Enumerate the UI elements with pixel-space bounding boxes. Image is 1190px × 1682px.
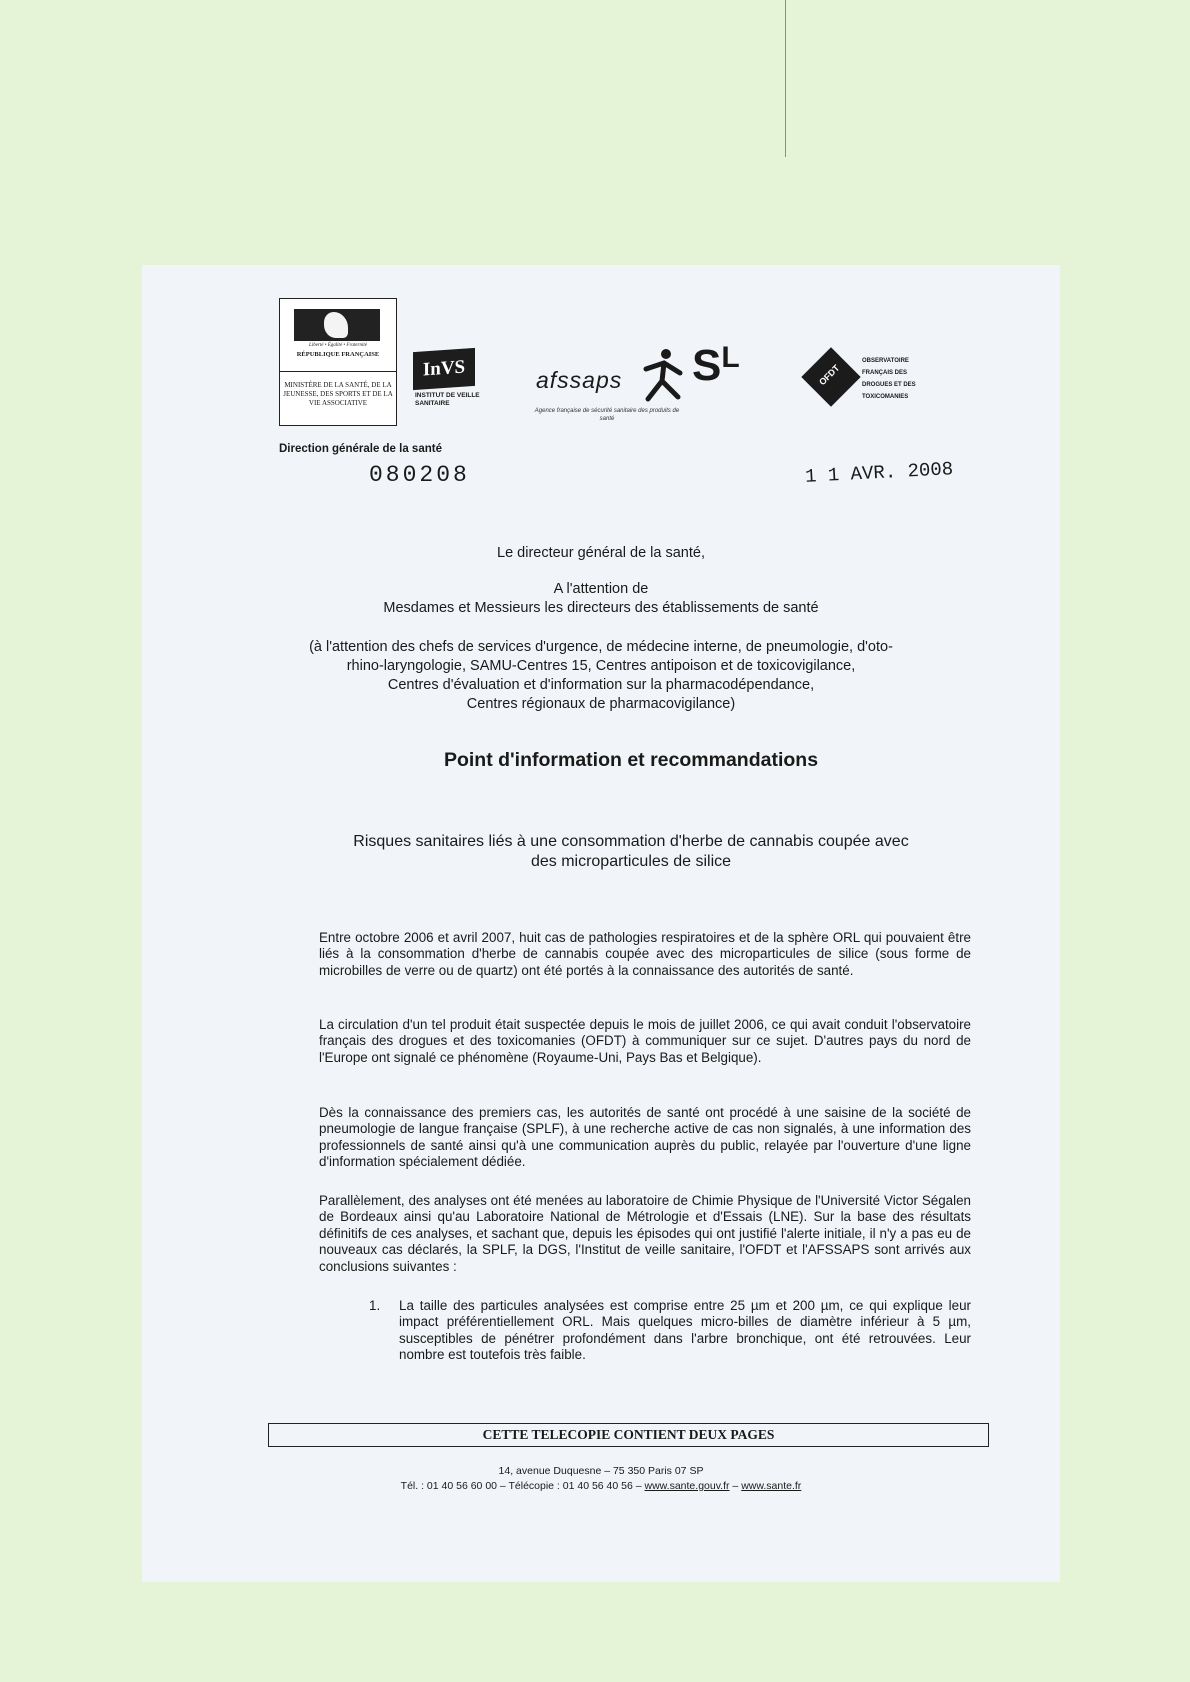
- list-item-text: La taille des particules analysées est comprise entre 25 µm et 200 µm, ce qui explique leur impact préférentiellement ORL. Mais quelques micro-billes de diamètre inférieur à 5 µm, susceptibles de pénétrer profondément dans l'arbre bronchique, ont été retrouvées. Leur nombre est toutefois très faible.: [399, 1298, 971, 1363]
- subject-line: Risques sanitaires liés à une consommation d'herbe de cannabis coupée avec: [353, 833, 909, 850]
- reference-number: 080208: [369, 462, 470, 488]
- footer-separator: –: [729, 1480, 742, 1492]
- list-item-number: 1.: [369, 1298, 381, 1313]
- attention-line-2: Mesdames et Messieurs les directeurs des établissements de santé: [383, 600, 819, 616]
- document-subject: [142, 832, 1060, 872]
- republique-francaise-logo: [279, 298, 397, 426]
- body-paragraph: Entre octobre 2006 et avril 2007, huit cas de pathologies respiratoires et de la sphère ORL qui pouvaient être liés à la consommation d'herbe de cannabis coupée avec des microparticules de silice (sous forme de microbilles de verre ou de quartz) ont été portés à la connaissance des autorités de santé.: [319, 930, 971, 978]
- afssaps-logo: [532, 337, 772, 427]
- body-paragraph: La circulation d'un tel produit était suspectée depuis le mois de juillet 2006, ce qui avait conduit l'observatoire français des drogues et des toxicomanies (OFDT) à communiquer sur ce sujet. D'autres pays du nord de l'Europe ont signalé ce phénomène (Royaume-Uni, Pays Bas et Belgique).: [319, 1017, 971, 1065]
- invs-mark: InVS: [413, 348, 475, 390]
- ministry-name: MINISTÈRE DE LA SANTÉ, DE LA JEUNESSE, DES SPORTS ET DE LA VIE ASSOCIATIVE: [283, 381, 393, 407]
- sender-line: Le directeur général de la santé,: [497, 545, 705, 561]
- document-heading: Point d'information et recommandations: [443, 749, 819, 771]
- sante-gouv-link[interactable]: www.sante.gouv.fr: [644, 1480, 730, 1492]
- afssaps-tagline: Agence française de sécurité sanitaire des produits de santé: [534, 408, 680, 422]
- footer-address: 14, avenue Duquesne – 75 350 Paris 07 SP: [498, 1465, 704, 1477]
- fax-notice-box: CETTE TELECOPIE CONTIENT DEUX PAGES: [268, 1423, 989, 1447]
- invs-logo: [413, 350, 513, 410]
- attention-block-line: (à l'attention des chefs de services d'urgence, de médecine interne, de pneumologie, d'oto-: [309, 639, 893, 655]
- subject-line: des microparticules de silice: [530, 853, 732, 870]
- ofdt-mark: OFDT: [817, 362, 842, 388]
- fax-page: [142, 265, 1060, 1582]
- date-stamp: 1 1 AVR. 2008: [804, 458, 954, 488]
- attention-block-line: Centres d'évaluation et d'information sur la pharmacodépendance,: [387, 677, 815, 693]
- margin-rule-line: [785, 0, 786, 157]
- body-paragraph: Parallèlement, des analyses ont été menées au laboratoire de Chimie Physique de l'Université Victor Ségalen de Bordeaux ainsi qu'au Laboratoire National de Métrologie et d'Essais (LNE). Sur la base des résultats définitifs de ces analyses, et sachant que, depuis les épisodes qui ont justifié l'alerte initiale, il n'y a pas eu de nouveaux cas déclarés, la SPLF, la DGS, l'Institut de veille sanitaire, l'OFDT et l'AFSSAPS sont arrivés aux conclusions suivantes :: [319, 1193, 971, 1274]
- sante-fr-link[interactable]: www.sante.fr: [741, 1480, 802, 1492]
- republic-name: RÉPUBLIQUE FRANÇAISE: [296, 351, 380, 358]
- afssaps-wordmark: afssaps: [536, 367, 623, 393]
- footer-phone-fax: Tél. : 01 40 56 60 00 – Télécopie : 01 40 56 40 56 –: [400, 1480, 645, 1492]
- marianne-emblem: [294, 309, 380, 341]
- ofdt-logo: [807, 353, 927, 408]
- footer-contact: [142, 1480, 1060, 1492]
- body-paragraph: Dès la connaissance des premiers cas, les autorités de santé ont procédé à une saisine de la société de pneumologie de langue française (SPLF), à une recherche active de cas non signalés, à une information des professionnels de santé ainsi qu'à une communication auprès du public, relayée par l'ouverture d'une ligne d'information spécialement dédiée.: [319, 1105, 971, 1170]
- attention-block-line: rhino-laryngologie, SAMU-Centres 15, Centres antipoison et de toxicovigilance,: [346, 658, 856, 674]
- invs-subtitle: INSTITUT DE VEILLE SANITAIRE: [415, 392, 480, 407]
- republic-motto: Liberté • Égalité • Fraternité: [309, 343, 367, 348]
- attention-block-line: Centres régionaux de pharmacovigilance): [466, 696, 736, 712]
- attention-block: [142, 638, 1060, 714]
- splf-logo: $S^L$: [692, 341, 740, 390]
- afssaps-figure-icon: [640, 347, 688, 403]
- direction-label: Direction générale de la santé: [279, 443, 442, 455]
- conclusion-list-item: [369, 1298, 971, 1364]
- ofdt-name: OBSERVATOIRE FRANÇAIS DES DROGUES ET DES TOXICOMANIES: [862, 358, 916, 400]
- attention-line-1: A l'attention de: [553, 581, 649, 597]
